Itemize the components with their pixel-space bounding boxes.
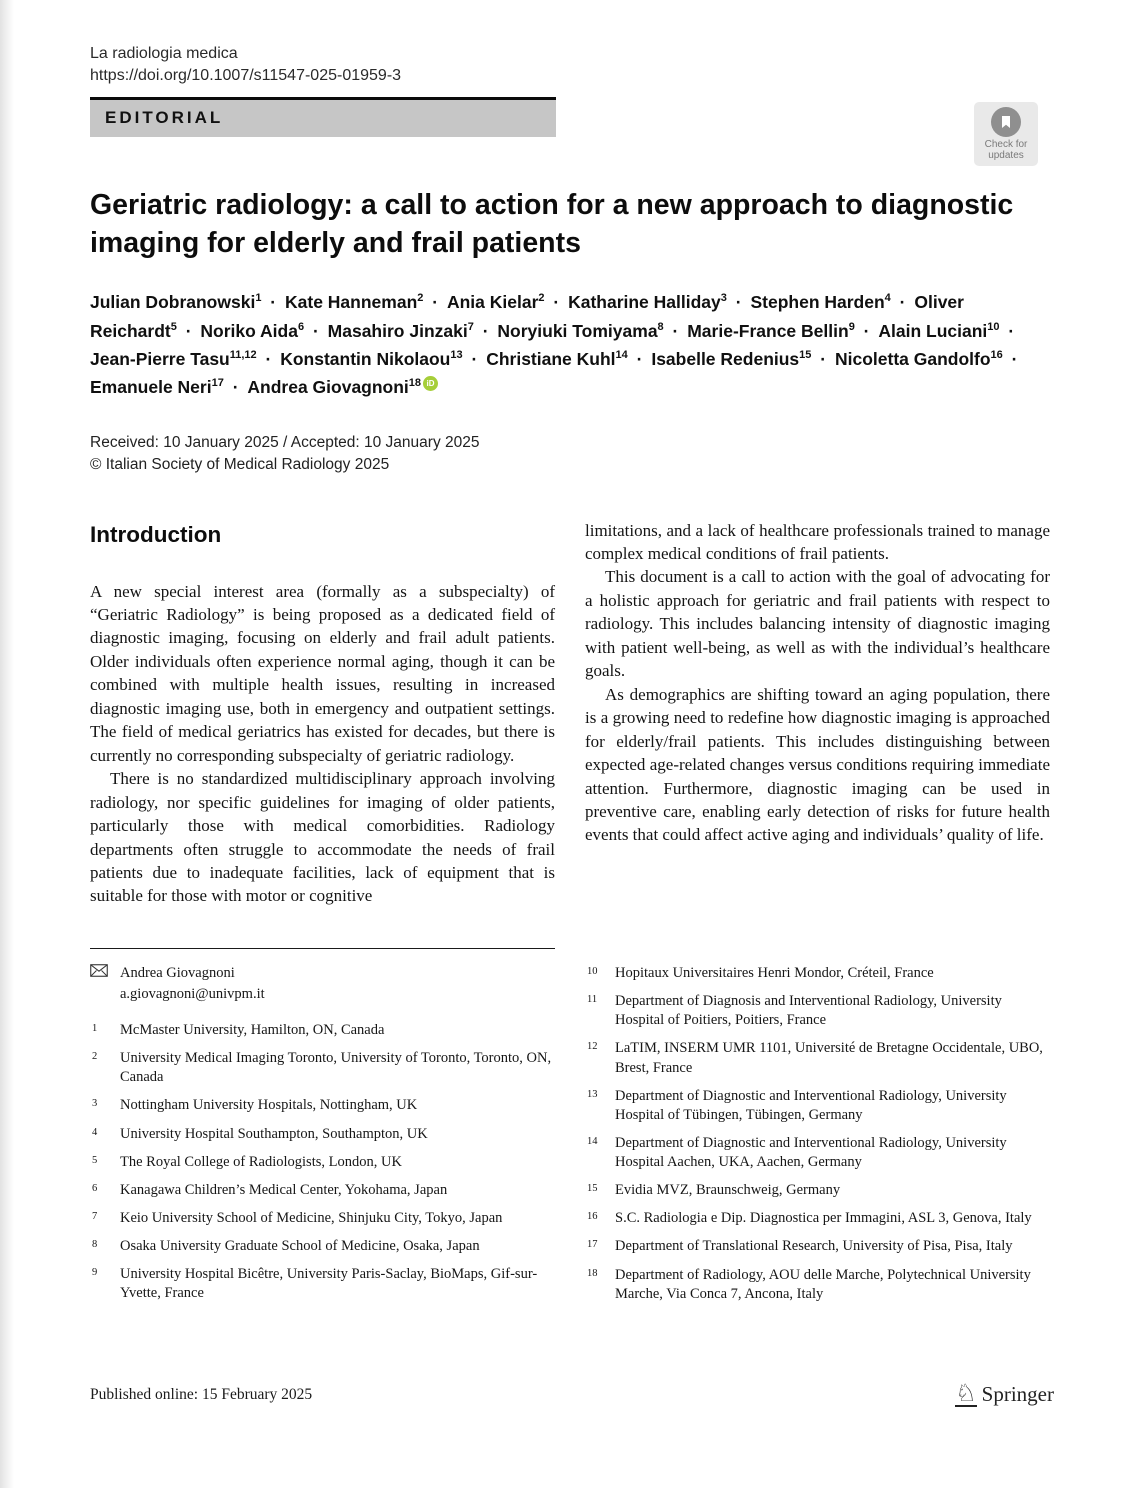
author-affiliation-sup: 7 <box>467 320 474 333</box>
affiliation-text: Osaka University Graduate School of Medicine, Osaka, Japan <box>120 1238 480 1255</box>
author-name: Isabelle Redenius <box>651 348 800 369</box>
author-name: Masahiro Jinzaki <box>327 320 468 341</box>
affiliation-text: Evidia MVZ, Braunschweig, Germany <box>615 1182 841 1199</box>
correspondence-text <box>120 963 265 1005</box>
affiliation-item <box>90 1265 555 1303</box>
check-for-updates-button[interactable] <box>974 102 1038 166</box>
affiliation-text: University Hospital Southampton, Southampton, UK <box>120 1125 428 1142</box>
author-name: Marie-France Bellin <box>687 320 849 341</box>
article-dates <box>90 432 1050 477</box>
author-affiliation-sup: 2 <box>417 292 424 305</box>
affiliation-number: 4 <box>92 1126 98 1138</box>
affiliation-text: Hopitaux Universitaires Henri Mondor, Créteil, France <box>615 965 934 981</box>
author-affiliation-sup: 16 <box>990 349 1003 362</box>
affiliation-item <box>585 1134 1050 1172</box>
body-column-right <box>585 519 1050 908</box>
author-list <box>90 288 1050 401</box>
author-name: Noryiuki Tomiyama <box>497 320 658 341</box>
affiliation-number: 5 <box>92 1154 98 1166</box>
author-name: Kate Hanneman <box>285 292 418 313</box>
body-paragraph: As demographics are shifting toward an aging population, there is a growing need to redefine how diagnostic imaging is approached for elderly/frail patients. This includes distinguishing between expected age-related changes versus conditions requiring immediate attention. Furthermore, diagnostic imaging can be used in preventive care, enabling early detection of risks for future health events that could affect active aging and individuals’ quality of life. <box>585 684 1050 845</box>
orcid-icon[interactable]: iD <box>423 376 438 391</box>
published-online: Published online: 15 February 2025 <box>90 1385 313 1403</box>
affiliation-number: 3 <box>92 1098 98 1110</box>
author-name: Nicoletta Gandolfo <box>834 348 991 369</box>
affiliation-item <box>90 1049 555 1087</box>
author-affiliation-sup: 18 <box>408 377 422 390</box>
author-name: Noriko Aida <box>200 320 298 341</box>
affiliation-item <box>90 1181 555 1200</box>
author-separator: · <box>260 348 277 369</box>
affiliation-item <box>90 1209 555 1228</box>
author-separator: · <box>427 292 443 313</box>
affiliation-item <box>585 1266 1050 1304</box>
affiliation-number: 1 <box>92 1023 98 1035</box>
affiliation-text: Department of Translational Research, University of Pisa, Pisa, Italy <box>615 1238 1013 1255</box>
footnote-column-right <box>585 948 1050 1313</box>
affiliation-text: LaTIM, INSERM UMR 1101, Université de Bretagne Occidentale, UBO, Brest, France <box>615 1040 1043 1076</box>
check-updates-label: Check for updates <box>984 139 1028 161</box>
affiliation-number: 7 <box>92 1210 98 1222</box>
author-name: Konstantin Nikolaou <box>280 348 451 369</box>
page-title: Geriatric radiology: a call to action for a new approach to diagnostic imaging for elderly and frail patients <box>90 189 1014 259</box>
author-affiliation-sup: 6 <box>297 320 305 333</box>
author-separator: · <box>631 348 648 369</box>
affiliation-item <box>90 1153 555 1172</box>
body-columns <box>90 519 1050 908</box>
affiliation-number: 15 <box>587 1183 598 1195</box>
doi-link[interactable]: https://doi.org/10.1007/s11547-025-01959-3 <box>90 67 402 84</box>
publisher-name: Springer <box>981 1382 1054 1406</box>
body-paragraph: This document is a call to action with the goal of advocating for a holistic approach for geriatric and frail patients with respect to radiology. This includes balancing intensity of diagnostic imaging with patient well-being, as well as with the individual’s healthcare goals. <box>585 567 1050 681</box>
author-affiliation-sup: 17 <box>211 377 224 390</box>
author-affiliation-sup: 14 <box>615 349 628 362</box>
footnote-column-left <box>90 948 555 1313</box>
author-name: Ania Kielar <box>446 292 539 313</box>
author-separator: · <box>1003 320 1015 341</box>
correspondence-email[interactable]: a.giovagnoni@univpm.it <box>120 986 265 1003</box>
affiliation-number: 10 <box>587 966 598 977</box>
author-separator: · <box>180 320 197 341</box>
affiliation-number: 9 <box>92 1267 98 1279</box>
page-edge-shadow <box>0 0 14 1488</box>
author-affiliation-sup: 4 <box>884 292 891 305</box>
author-separator: · <box>308 320 324 341</box>
author-affiliation-sup: 10 <box>987 320 1000 333</box>
body-paragraph: A new special interest area (formally as a subspecialty) of “Geriatric Radiology” is being proposed as a dedicated field of diagnostic imaging, focusing on elderly and frail adult patients. Older individuals often experience normal aging, though it can be combined with multiple health issues, resulting in increased diagnostic imaging use, both in emergency and outpatient settings. The field of medical geriatrics has existed for decades, but there is currently no corresponding subspecialty of geriatric radiology. <box>90 581 555 765</box>
page-content <box>90 45 1050 908</box>
affiliation-text: University Medical Imaging Toronto, University of Toronto, Toronto, ON, Canada <box>120 1050 552 1086</box>
author-name: Katharine Halliday <box>568 292 721 313</box>
author-name: Christiane Kuhl <box>486 348 616 369</box>
affiliation-number: 16 <box>587 1211 598 1223</box>
affiliation-text: Department of Diagnosis and Interventional Radiology, University Hospital of Poitiers, Poitiers, France <box>615 993 1002 1029</box>
author-affiliation-sup: 2 <box>538 292 545 305</box>
affiliation-text: University Hospital Bicêtre, University Paris-Saclay, BioMaps, Gif-sur-Yvette, France <box>120 1266 538 1302</box>
correspondence-name: Andrea Giovagnoni <box>120 965 235 981</box>
author-separator: · <box>667 320 684 341</box>
affiliation-number: 14 <box>587 1135 598 1147</box>
author-separator: · <box>858 320 875 341</box>
publisher-logo <box>955 1382 1054 1407</box>
author-affiliation-sup: 1 <box>255 292 262 305</box>
footnote-divider <box>90 948 555 949</box>
affiliation-item <box>585 1087 1050 1125</box>
affiliation-item <box>90 1021 555 1040</box>
author-affiliation-sup: 13 <box>450 349 463 362</box>
affiliation-text: Department of Radiology, AOU delle Marche, Polytechnical University Marche, Via Conca 7, Ancona, Italy <box>615 1266 1031 1302</box>
affiliation-item <box>585 1237 1050 1256</box>
affiliation-item <box>585 964 1050 983</box>
affiliation-item <box>90 1125 555 1144</box>
envelope-icon <box>90 963 120 1005</box>
section-heading: Introduction <box>90 521 222 547</box>
author-affiliation-sup: 9 <box>848 320 855 333</box>
correspondence-block <box>90 963 555 1005</box>
page-footer <box>90 1382 1054 1407</box>
author-name: Julian Dobranowski <box>90 292 256 313</box>
affiliation-item <box>585 992 1050 1030</box>
affiliation-number: 18 <box>587 1267 598 1279</box>
author-name: Oliver Reichardt <box>90 292 964 341</box>
author-name: Jean-Pierre Tasu <box>90 348 230 369</box>
affiliation-text: S.C. Radiologia e Dip. Diagnostica per Immagini, ASL 3, Genova, Italy <box>615 1210 1032 1227</box>
author-name: Stephen Harden <box>750 292 885 313</box>
affiliation-item <box>585 1039 1050 1077</box>
author-separator: · <box>1006 348 1018 369</box>
affiliation-item <box>90 1237 555 1256</box>
affiliation-text: Keio University School of Medicine, Shinjuku City, Tokyo, Japan <box>120 1209 503 1226</box>
author-separator: · <box>548 292 565 313</box>
affiliation-number: 11 <box>587 994 598 1006</box>
affiliation-number: 12 <box>587 1041 598 1053</box>
author-affiliation-sup: 5 <box>170 320 177 333</box>
author-separator: · <box>477 320 494 341</box>
article-type-banner: EDITORIAL <box>90 97 556 137</box>
affiliation-text: McMaster University, Hamilton, ON, Canada <box>120 1022 385 1039</box>
author-affiliation-sup: 15 <box>799 349 812 362</box>
affiliation-item <box>585 1209 1050 1228</box>
author-affiliation-sup: 3 <box>720 292 727 305</box>
affiliation-number: 2 <box>92 1051 98 1063</box>
affiliation-text: Kanagawa Children’s Medical Center, Yokohama, Japan <box>120 1181 448 1198</box>
author-name: Andrea Giovagnoni <box>247 377 409 398</box>
journal-name: La radiologia medica <box>90 45 238 62</box>
affiliation-item <box>585 1181 1050 1200</box>
affiliation-text: Department of Diagnostic and Interventional Radiology, University Hospital Aachen, UKA, Aachen, Germany <box>615 1134 1007 1170</box>
body-paragraph: limitations, and a lack of healthcare professionals trained to manage complex medical conditions of frail patients. <box>585 520 1050 563</box>
author-separator: · <box>815 348 831 369</box>
footnotes <box>90 948 1050 1313</box>
author-separator: · <box>894 292 911 313</box>
springer-knight-icon: ♘ <box>955 1380 977 1407</box>
affiliation-text: The Royal College of Radiologists, London, UK <box>120 1153 402 1170</box>
author-name: Alain Luciani <box>878 320 988 341</box>
author-name: Emanuele Neri <box>90 377 212 398</box>
body-paragraph: There is no standardized multidisciplinary approach involving radiology, nor specific guidelines for imaging of older patients, particularly those with medical comorbidities. Radiology departments often struggle to accommodate the needs of frail patients due to inadequate facilities, lack of equipment that is suitable for those with motor or cognitive <box>90 769 555 906</box>
affiliation-number: 8 <box>92 1239 98 1251</box>
affiliation-number: 13 <box>587 1088 598 1100</box>
editorial-row <box>90 97 1050 161</box>
author-separator: · <box>466 348 483 369</box>
affiliation-number: 6 <box>92 1182 98 1194</box>
received-accepted: Received: 10 January 2025 / Accepted: 10 January 2025 <box>90 433 480 451</box>
author-affiliation-sup: 8 <box>657 320 664 333</box>
copyright-line: © Italian Society of Medical Radiology 2025 <box>90 456 390 474</box>
author-separator: · <box>730 292 747 313</box>
affiliation-text: Nottingham University Hospitals, Nottingham, UK <box>120 1097 418 1114</box>
author-affiliation-sup: 11,12 <box>229 349 257 362</box>
author-separator: · <box>265 292 281 313</box>
affiliation-text: Department of Diagnostic and Interventional Radiology, University Hospital of Tübingen, Tübingen, Germany <box>615 1087 1007 1123</box>
check-updates-bookmark-icon <box>991 107 1021 137</box>
affiliation-number: 17 <box>587 1239 598 1251</box>
author-separator: · <box>227 377 244 398</box>
affiliation-item <box>90 1096 555 1115</box>
body-column-left <box>90 519 555 908</box>
